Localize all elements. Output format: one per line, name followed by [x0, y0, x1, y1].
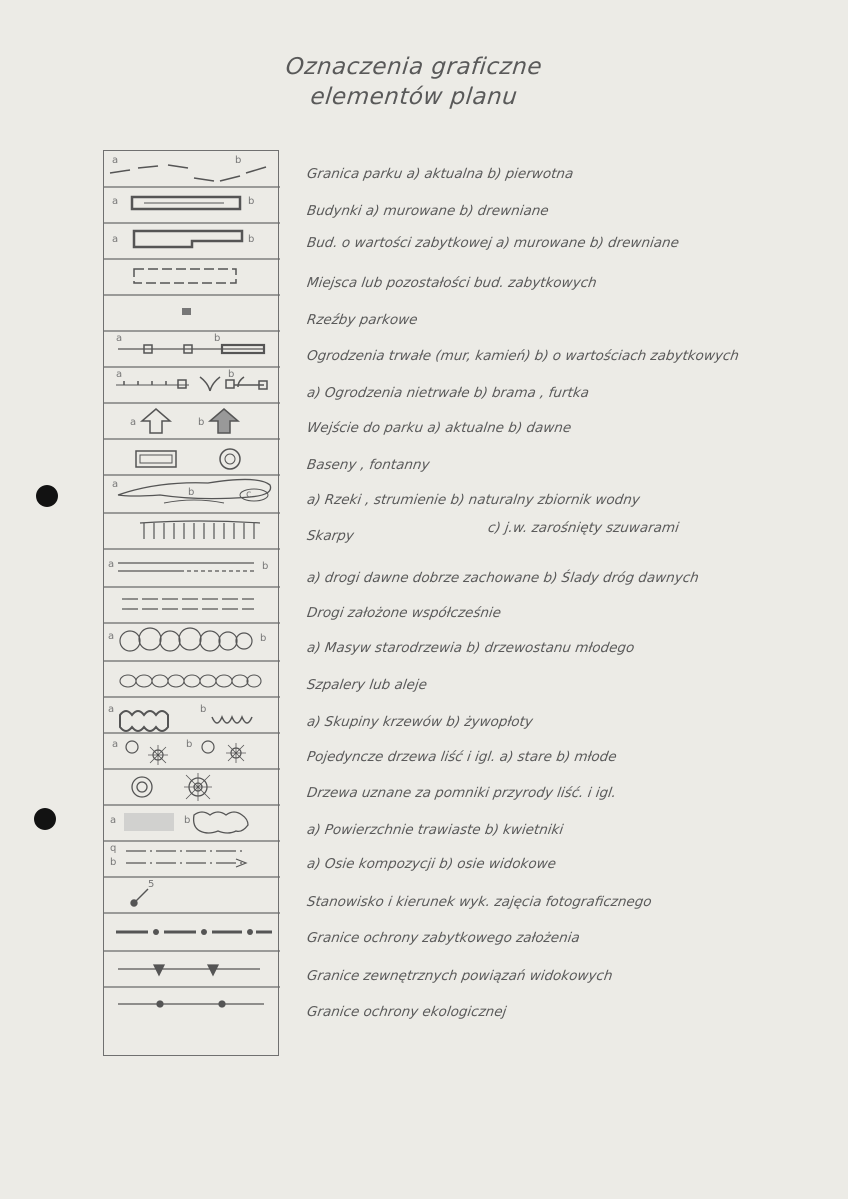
- legend-description: Budynki a) murowane b) drewniane: [305, 203, 550, 219]
- punch-hole-top: [36, 485, 58, 507]
- symbol-slopes: [140, 521, 260, 539]
- mark-a: a: [112, 739, 119, 750]
- legend-description: Granice ochrony ekologicznej: [305, 1004, 508, 1020]
- symbol-buildings: [132, 197, 240, 209]
- mark-b: b: [248, 196, 255, 207]
- legend-description: a) Masyw starodrzewia b) drzewostanu młodego: [305, 640, 636, 656]
- symbol-park-boundary: [110, 165, 266, 181]
- legend-description: Pojedyncze drzewa liść i igl. a) stare b) młode: [305, 749, 618, 765]
- mark-b: b: [198, 417, 205, 428]
- legend-description: a) Skupiny krzewów b) żywopłoty: [305, 714, 534, 730]
- legend-description: Bud. o wartości zabytkowej a) murowane b) drewniane: [305, 235, 681, 251]
- symbol-ecological-boundary: [118, 1001, 264, 1007]
- legend-description: Ogrodzenia trwałe (mur, kamień) b) o wartościach zabytkowych: [305, 348, 741, 364]
- mark-a: a: [110, 815, 117, 826]
- punch-hole-bottom: [34, 808, 56, 830]
- symbol-historic-buildings: [134, 231, 242, 247]
- symbol-old-trees: [120, 628, 252, 651]
- symbol-monument-trees: [132, 773, 212, 801]
- mark-b: b: [235, 155, 242, 166]
- legend-description: a) Powierzchnie trawiaste b) kwietniki: [305, 822, 565, 838]
- symbol-axes: [126, 851, 246, 867]
- mark-b: b: [260, 633, 267, 644]
- mark-b: b: [262, 561, 269, 572]
- mark-a: a: [108, 559, 115, 570]
- legend-description: a) Ogrodzenia nietrwałe b) brama , furtka: [305, 385, 591, 401]
- mark-b: b: [228, 369, 235, 380]
- legend-description: Stanowisko i kierunek wyk. zajęcia fotograficznego: [305, 894, 653, 910]
- mark-b: b: [214, 333, 221, 344]
- legend-description: Rzeźby parkowe: [305, 312, 419, 328]
- mark-b: b: [188, 487, 195, 498]
- mark-a: a: [112, 196, 119, 207]
- legend-description: Drogi założone współcześnie: [305, 605, 503, 621]
- legend-description: Granice ochrony zabytkowego założenia: [305, 930, 581, 946]
- legend-description: Miejsca lub pozostałości bud. zabytkowych: [305, 275, 598, 291]
- mark-a: a: [108, 704, 115, 715]
- page-title: Oznaczenia graficzne: [284, 54, 544, 80]
- symbol-alleys: [120, 675, 261, 687]
- symbol-fences-temporary: [116, 377, 267, 391]
- legend-description-secondary: c) j.w. zarośnięty szuwarami: [486, 520, 681, 536]
- legend-description: a) Osie kompozycji b) osie widokowe: [305, 856, 558, 872]
- mark-a: a: [116, 369, 123, 380]
- symbol-new-roads: [122, 599, 254, 609]
- legend-description: a) drogi dawne dobrze zachowane b) Ślady dróg dawnych: [305, 570, 700, 586]
- mark-a: a: [116, 333, 123, 344]
- symbol-remains: [134, 269, 236, 283]
- symbol-old-roads: [118, 563, 254, 571]
- symbol-fences-permanent: [118, 345, 264, 353]
- legend-description: Baseny , fontanny: [305, 457, 431, 473]
- symbol-entrances: [142, 409, 238, 433]
- mark-b: b: [248, 234, 255, 245]
- symbol-photo-station: [131, 889, 148, 906]
- symbol-heritage-boundary: [116, 929, 272, 935]
- mark-b: b: [200, 704, 207, 715]
- legend-description: a) Rzeki , strumienie b) naturalny zbiornik wodny: [305, 492, 641, 508]
- mark-a: a: [112, 234, 119, 245]
- symbol-sculpture: [182, 308, 191, 315]
- symbol-view-links: [118, 965, 260, 975]
- mark-a: a: [108, 631, 115, 642]
- mark-b: b: [184, 815, 191, 826]
- legend-description: Granica parku a) aktualna b) pierwotna: [305, 166, 575, 182]
- mark-c: c: [246, 489, 252, 500]
- legend-description: Drzewa uznane za pomniki przyrody liść. i igl.: [305, 785, 618, 801]
- mark-a: a: [130, 417, 137, 428]
- mark-a: a: [112, 479, 119, 490]
- legend-description: Skarpy: [305, 528, 355, 544]
- legend-description: Granice zewnętrznych powiązań widokowych: [305, 968, 614, 984]
- mark-b: b: [186, 739, 193, 750]
- symbol-pools-fountains: [136, 449, 240, 469]
- mark-a: a: [112, 155, 119, 166]
- legend-symbol-column: [103, 150, 279, 1056]
- mark-s: 5: [148, 879, 155, 890]
- legend-symbols: [104, 151, 280, 1057]
- legend-description: Szpalery lub aleje: [305, 677, 429, 693]
- legend-description: Wejście do parku a) aktualne b) dawne: [305, 420, 573, 436]
- mark-q: q: [110, 843, 117, 854]
- mark-b: b: [110, 857, 117, 868]
- page-subtitle: elementów planu: [309, 84, 519, 110]
- symbol-shrubs-hedges: [120, 711, 252, 731]
